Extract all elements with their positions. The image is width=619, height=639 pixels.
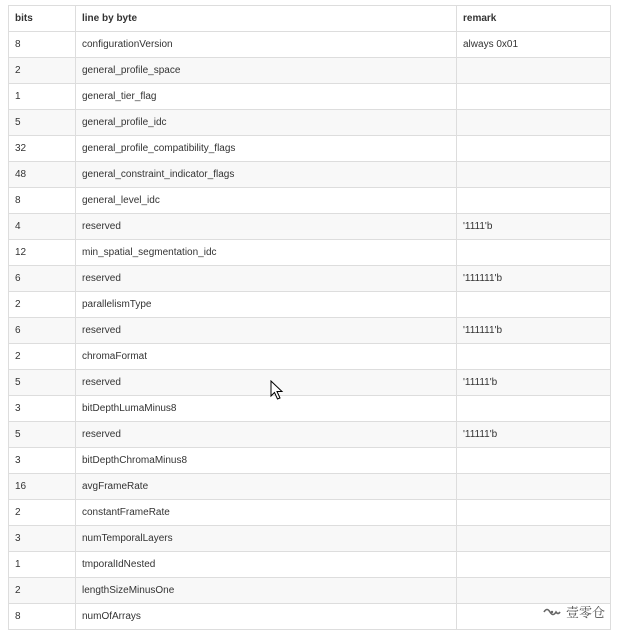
cell-field-name: reserved bbox=[76, 370, 457, 396]
header-line-by-byte: line by byte bbox=[76, 6, 457, 32]
cell-remark: always 0x01 bbox=[457, 32, 611, 58]
table-row bbox=[9, 58, 611, 84]
cell-bits: 5 bbox=[9, 422, 76, 448]
cell-bits: 8 bbox=[9, 32, 76, 58]
table-header-row bbox=[9, 6, 611, 32]
cell-field-name: bitDepthLumaMinus8 bbox=[76, 396, 457, 422]
cell-remark: '11111'b bbox=[457, 422, 611, 448]
cell-remark bbox=[457, 396, 611, 422]
cell-field-name: numTemporalLayers bbox=[76, 526, 457, 552]
hevc-config-table bbox=[8, 5, 611, 630]
header-bits: bits bbox=[9, 6, 76, 32]
cell-field-name: general_profile_compatibility_flags bbox=[76, 136, 457, 162]
cell-field-name: general_level_idc bbox=[76, 188, 457, 214]
cell-remark bbox=[457, 58, 611, 84]
table-row bbox=[9, 84, 611, 110]
cell-field-name: parallelismType bbox=[76, 292, 457, 318]
mouse-pointer-icon bbox=[270, 380, 284, 400]
cell-bits: 8 bbox=[9, 188, 76, 214]
cell-bits: 12 bbox=[9, 240, 76, 266]
cell-remark bbox=[457, 110, 611, 136]
table-row bbox=[9, 318, 611, 344]
cell-remark: '11111'b bbox=[457, 370, 611, 396]
table-row bbox=[9, 136, 611, 162]
cell-bits: 1 bbox=[9, 552, 76, 578]
cell-bits: 5 bbox=[9, 370, 76, 396]
cell-bits: 2 bbox=[9, 500, 76, 526]
cell-remark bbox=[457, 474, 611, 500]
table-row bbox=[9, 162, 611, 188]
cell-remark bbox=[457, 578, 611, 604]
cell-remark bbox=[457, 292, 611, 318]
cell-remark: '1111'b bbox=[457, 214, 611, 240]
table-row bbox=[9, 396, 611, 422]
table-row bbox=[9, 214, 611, 240]
cell-field-name: general_tier_flag bbox=[76, 84, 457, 110]
table-row bbox=[9, 370, 611, 396]
table-row bbox=[9, 32, 611, 58]
cell-bits: 8 bbox=[9, 604, 76, 630]
cell-bits: 6 bbox=[9, 318, 76, 344]
cell-bits: 4 bbox=[9, 214, 76, 240]
cell-field-name: reserved bbox=[76, 318, 457, 344]
cell-remark bbox=[457, 344, 611, 370]
header-remark: remark bbox=[457, 6, 611, 32]
cell-field-name: min_spatial_segmentation_idc bbox=[76, 240, 457, 266]
cell-remark bbox=[457, 84, 611, 110]
cell-bits: 6 bbox=[9, 266, 76, 292]
cell-field-name: avgFrameRate bbox=[76, 474, 457, 500]
table-row bbox=[9, 526, 611, 552]
cell-bits: 5 bbox=[9, 110, 76, 136]
table-row bbox=[9, 188, 611, 214]
table-row bbox=[9, 474, 611, 500]
cell-field-name: constantFrameRate bbox=[76, 500, 457, 526]
cell-bits: 48 bbox=[9, 162, 76, 188]
cell-field-name: reserved bbox=[76, 422, 457, 448]
cell-bits: 2 bbox=[9, 292, 76, 318]
cell-field-name: lengthSizeMinusOne bbox=[76, 578, 457, 604]
table-row bbox=[9, 266, 611, 292]
table-row bbox=[9, 448, 611, 474]
cell-remark bbox=[457, 136, 611, 162]
cell-remark bbox=[457, 188, 611, 214]
cell-field-name: chromaFormat bbox=[76, 344, 457, 370]
cell-remark bbox=[457, 240, 611, 266]
table-row bbox=[9, 110, 611, 136]
cell-field-name: general_profile_idc bbox=[76, 110, 457, 136]
cell-field-name: reserved bbox=[76, 266, 457, 292]
cell-field-name: general_constraint_indicator_flags bbox=[76, 162, 457, 188]
table-row bbox=[9, 422, 611, 448]
cell-remark: '111111'b bbox=[457, 266, 611, 292]
watermark-text: 壹零仓 bbox=[565, 605, 605, 620]
cell-bits: 2 bbox=[9, 578, 76, 604]
cell-field-name: numOfArrays bbox=[76, 604, 457, 630]
wechat-channel-icon bbox=[542, 605, 562, 619]
watermark bbox=[542, 602, 605, 621]
table-row bbox=[9, 344, 611, 370]
cell-bits: 2 bbox=[9, 58, 76, 84]
cell-bits: 2 bbox=[9, 344, 76, 370]
table-row bbox=[9, 604, 611, 630]
table-row bbox=[9, 500, 611, 526]
cell-field-name: configurationVersion bbox=[76, 32, 457, 58]
cell-remark bbox=[457, 162, 611, 188]
cell-bits: 3 bbox=[9, 448, 76, 474]
cell-remark bbox=[457, 448, 611, 474]
table-row bbox=[9, 578, 611, 604]
cell-bits: 32 bbox=[9, 136, 76, 162]
table-row bbox=[9, 292, 611, 318]
cell-remark bbox=[457, 526, 611, 552]
cell-field-name: tmporalIdNested bbox=[76, 552, 457, 578]
cell-bits: 1 bbox=[9, 84, 76, 110]
cell-remark bbox=[457, 500, 611, 526]
cell-field-name: bitDepthChromaMinus8 bbox=[76, 448, 457, 474]
cell-remark: '111111'b bbox=[457, 318, 611, 344]
cell-field-name: general_profile_space bbox=[76, 58, 457, 84]
table-row bbox=[9, 552, 611, 578]
cell-field-name: reserved bbox=[76, 214, 457, 240]
table-row bbox=[9, 240, 611, 266]
cell-bits: 3 bbox=[9, 526, 76, 552]
cell-bits: 16 bbox=[9, 474, 76, 500]
cell-bits: 3 bbox=[9, 396, 76, 422]
cell-remark bbox=[457, 552, 611, 578]
